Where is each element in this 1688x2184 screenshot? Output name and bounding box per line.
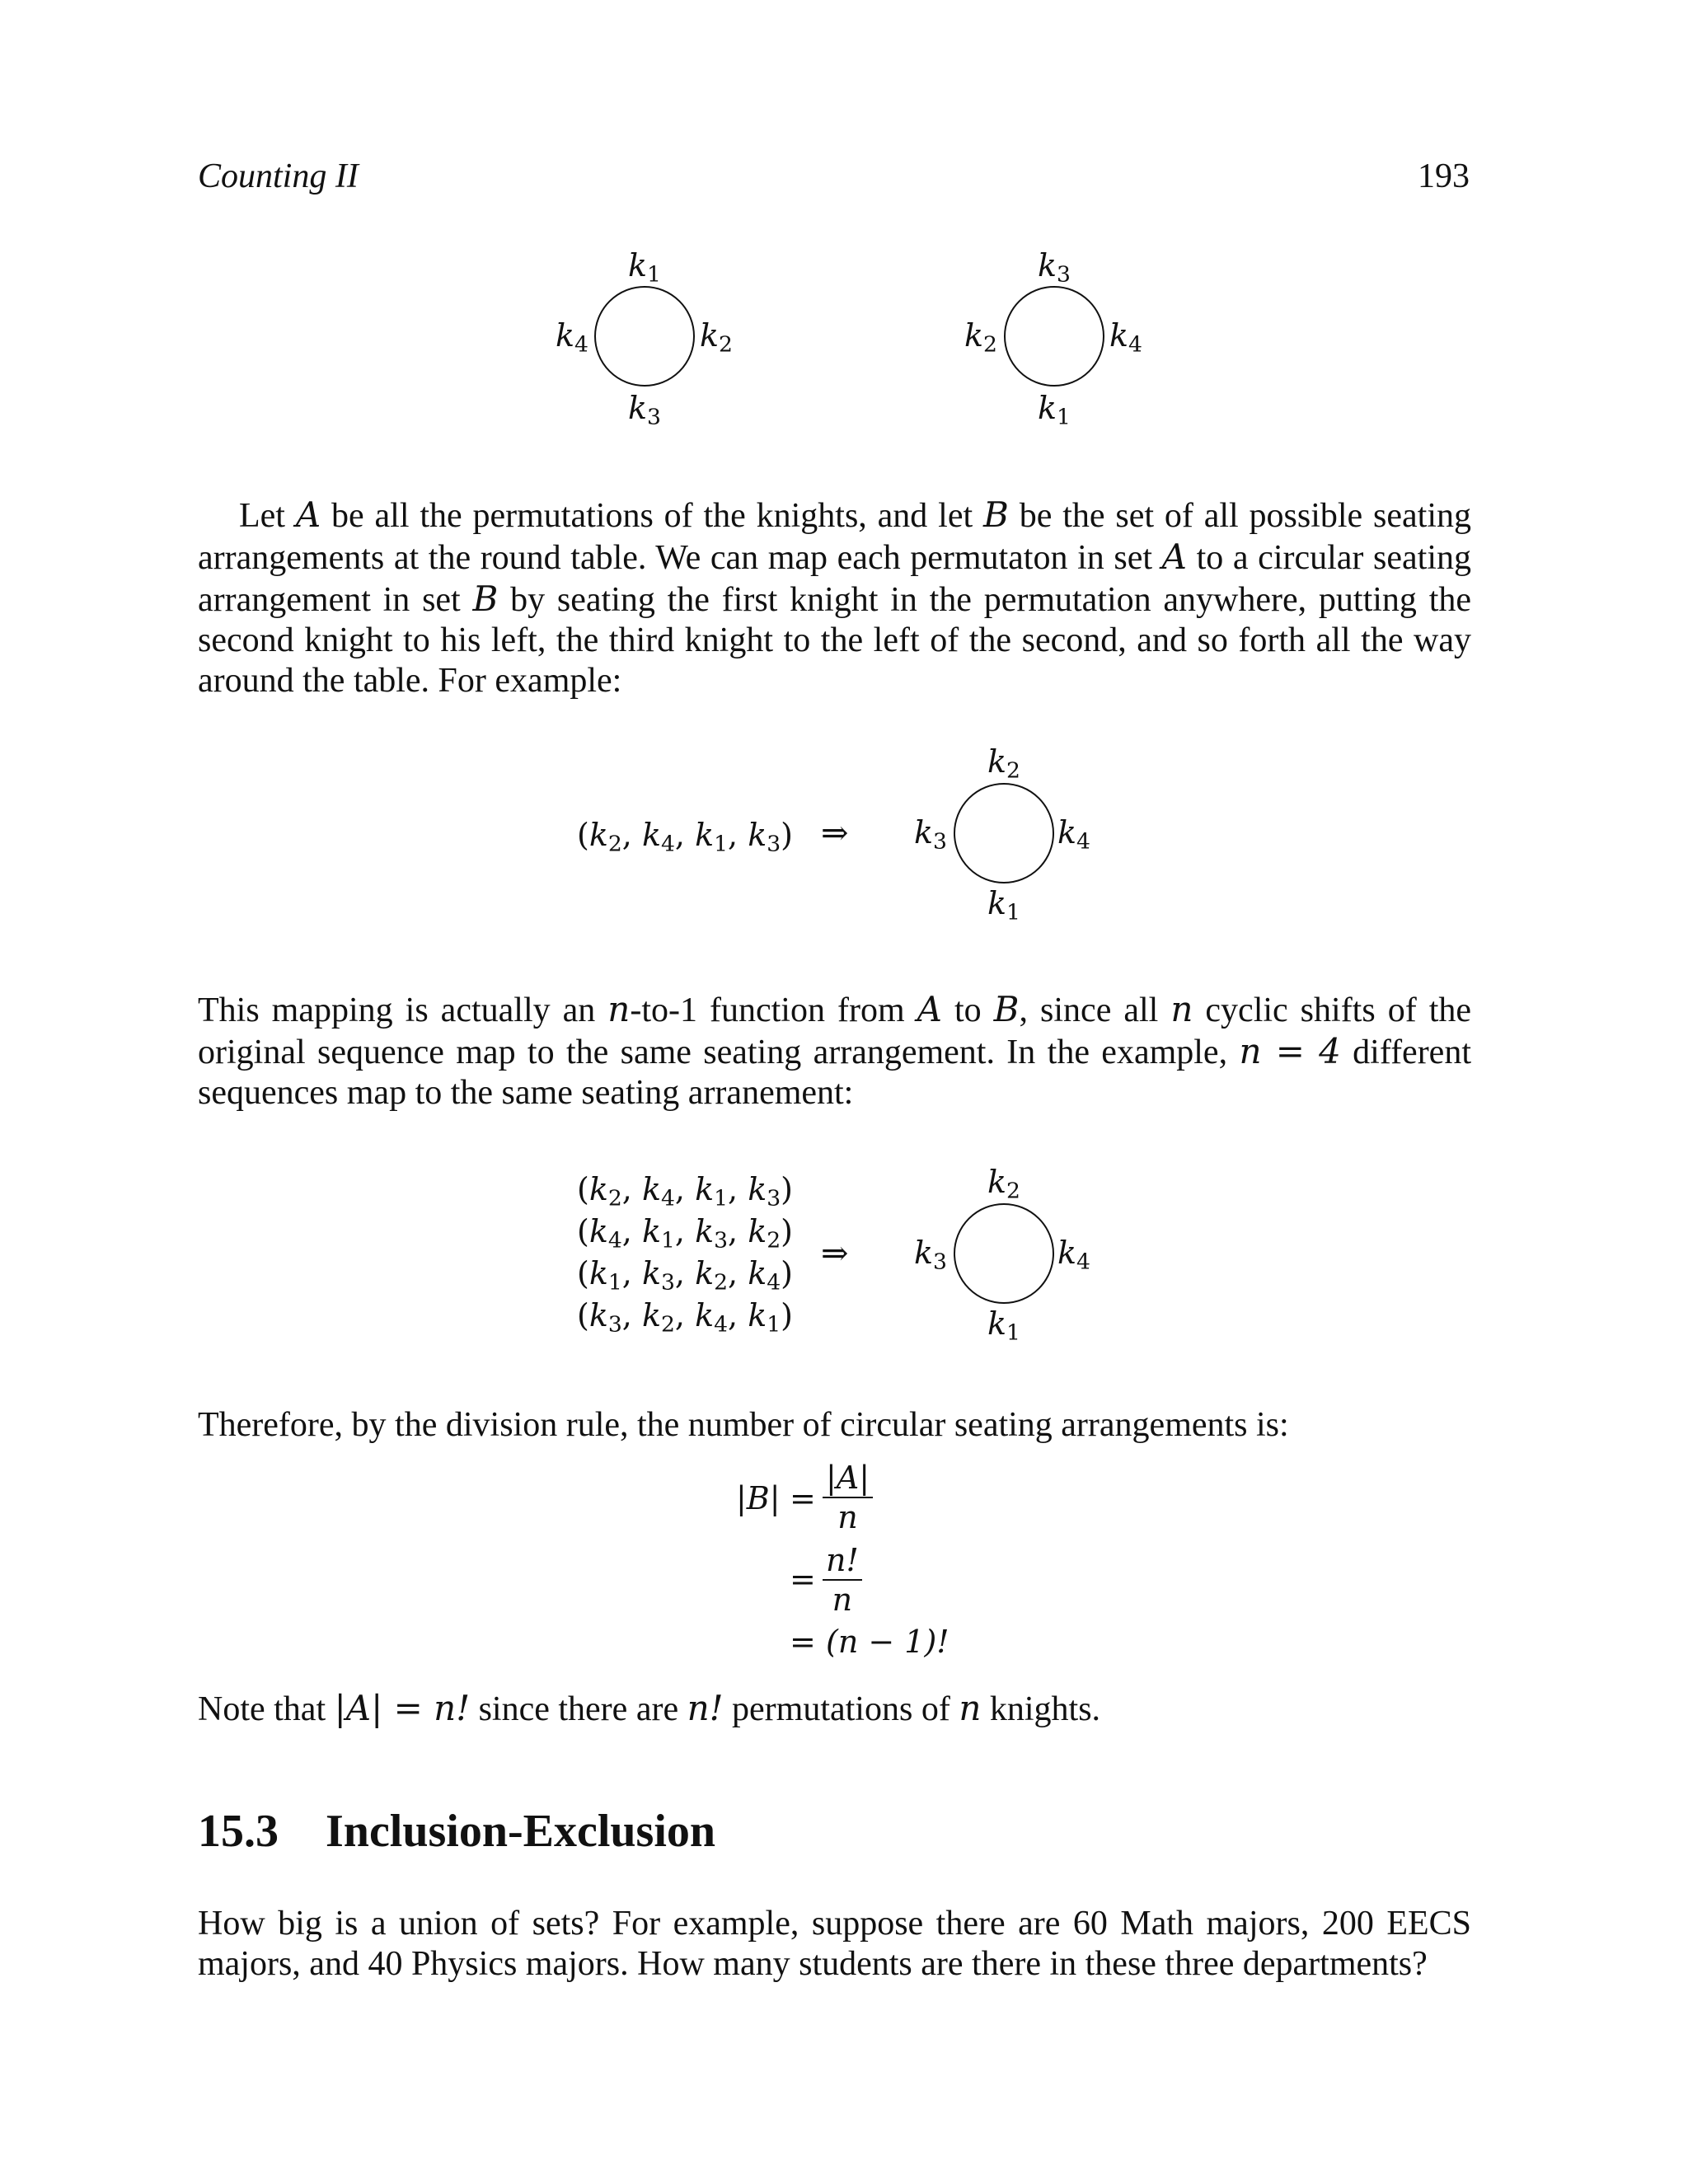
equation-eq: = [790, 1561, 816, 1597]
permutation-sequence: ($k_1$, $k_3$, $k_2$, $k_4$) [577, 1255, 793, 1296]
equation-division-rule [0, 1459, 1688, 1665]
knight-label-right: $k_4$ [1057, 814, 1090, 855]
text-run: by seating the first knight in the permutation anywhere, putting the second knight to his left, the third knight to the left of the second, and so forth all the way around the table. For example: [198, 581, 1472, 700]
text-run: cyclic shifts of the original sequence map to the same seating arrangement. In the example, [198, 991, 1472, 1071]
paragraph-n-to-1 [198, 989, 1471, 1113]
text-run: be the set of all possible seating arrangements at the round table. We can map each permutaton in set [198, 497, 1472, 577]
paragraph-division-rule: Therefore, by the division rule, the number of circular seating arrangements is: [198, 1406, 1289, 1444]
denominator: n [837, 1499, 858, 1535]
paragraph-mapping-definition [198, 494, 1471, 701]
text-run: since there are [470, 1690, 687, 1728]
knight-label-right: $k_4$ [1057, 1235, 1090, 1275]
knight-label-top: $k_2$ [987, 1164, 1020, 1204]
knight-label-left: $k_3$ [914, 814, 947, 855]
knight-label-top: $k_1$ [628, 247, 661, 288]
knight-label-bottom: $k_1$ [1038, 390, 1071, 430]
permutation-sequence: ($k_4$, $k_1$, $k_3$, $k_2$) [577, 1213, 793, 1254]
numerator: n! [823, 1541, 862, 1581]
text-run: different sequences map to the same seating arranement: [198, 1033, 1471, 1112]
table-circle [594, 286, 695, 387]
implies-arrow: ⇒ [821, 1235, 849, 1272]
page-number: 193 [1418, 157, 1470, 195]
math-expression: |A| = n! [334, 1688, 471, 1728]
math-var: n [959, 1688, 982, 1728]
text-run: , since all [1019, 991, 1171, 1029]
fraction-nfact-over-n [823, 1541, 862, 1619]
text-run: This mapping is actually an [198, 991, 608, 1029]
para-text [198, 989, 1471, 1113]
section-title: Inclusion-Exclusion [326, 1806, 716, 1857]
equation-eq: = [790, 1624, 816, 1660]
math-var: A [1161, 537, 1188, 577]
permutation-sequence: ($k_2$, $k_4$, $k_1$, $k_3$) [577, 817, 793, 857]
table-circle [954, 783, 1054, 883]
denominator: n [832, 1582, 853, 1618]
knight-label-left: $k_2$ [964, 317, 997, 358]
figure-cyclic-shifts [0, 1154, 1688, 1368]
text-run: be all the permutations of the knights, and let [321, 497, 983, 535]
numerator: |A| [823, 1459, 873, 1498]
math-var: n [1170, 989, 1193, 1029]
math-expression: n = 4 [1239, 1031, 1341, 1071]
para-text [198, 494, 1471, 701]
knight-label-left: $k_4$ [556, 317, 588, 358]
text-run: to a circular seating arrangement in set [198, 539, 1472, 619]
figure-example-mapping [0, 733, 1688, 948]
text-run: -to-1 function from [630, 991, 917, 1029]
para-text [198, 1688, 1471, 1730]
section-number: 15.3 [198, 1806, 279, 1857]
paragraph-union-question: How big is a union of sets? For example, suppose there are 60 Math majors, 200 EECS majors, and 40 Physics majors. How many students are there in these three departments? [198, 1905, 1471, 1983]
math-var: A [917, 989, 942, 1029]
text-run: Note that [198, 1690, 335, 1728]
text-run: knights. [981, 1690, 1101, 1728]
table-circle [1004, 286, 1104, 387]
knight-label-bottom: $k_3$ [628, 390, 661, 430]
math-var: B [982, 494, 1009, 535]
text-run: to [941, 991, 994, 1029]
equation-eq: = [790, 1480, 816, 1516]
text-run: Let [239, 497, 296, 535]
running-header-title: Counting II [198, 157, 359, 195]
math-var: n [607, 989, 631, 1029]
section-heading [198, 1805, 715, 1858]
knight-label-bottom: $k_1$ [987, 1305, 1020, 1346]
knight-label-right: $k_4$ [1109, 317, 1142, 358]
implies-arrow: ⇒ [821, 814, 849, 852]
math-var: A [295, 494, 321, 535]
math-var: B [472, 579, 499, 619]
paragraph-note [198, 1688, 1471, 1730]
knight-label-left: $k_3$ [914, 1235, 947, 1275]
text-run: permutations of [723, 1690, 959, 1728]
fraction-a-over-n [823, 1459, 873, 1536]
knight-label-right: $k_2$ [700, 317, 733, 358]
figure-two-tables [0, 0, 1688, 462]
permutation-sequence: ($k_2$, $k_4$, $k_1$, $k_3$) [577, 1171, 793, 1212]
math-var: B [993, 989, 1020, 1029]
math-expression: n! [687, 1688, 724, 1728]
knight-label-bottom: $k_1$ [987, 885, 1020, 926]
lhs-text: |B| [736, 1480, 781, 1516]
knight-label-top: $k_3$ [1038, 247, 1071, 288]
table-circle [954, 1203, 1054, 1304]
equation-final: (n − 1)! [826, 1624, 950, 1660]
knight-label-top: $k_2$ [987, 743, 1020, 784]
equation-lhs [736, 1480, 781, 1516]
permutation-sequence: ($k_3$, $k_2$, $k_4$, $k_1$) [577, 1297, 793, 1338]
